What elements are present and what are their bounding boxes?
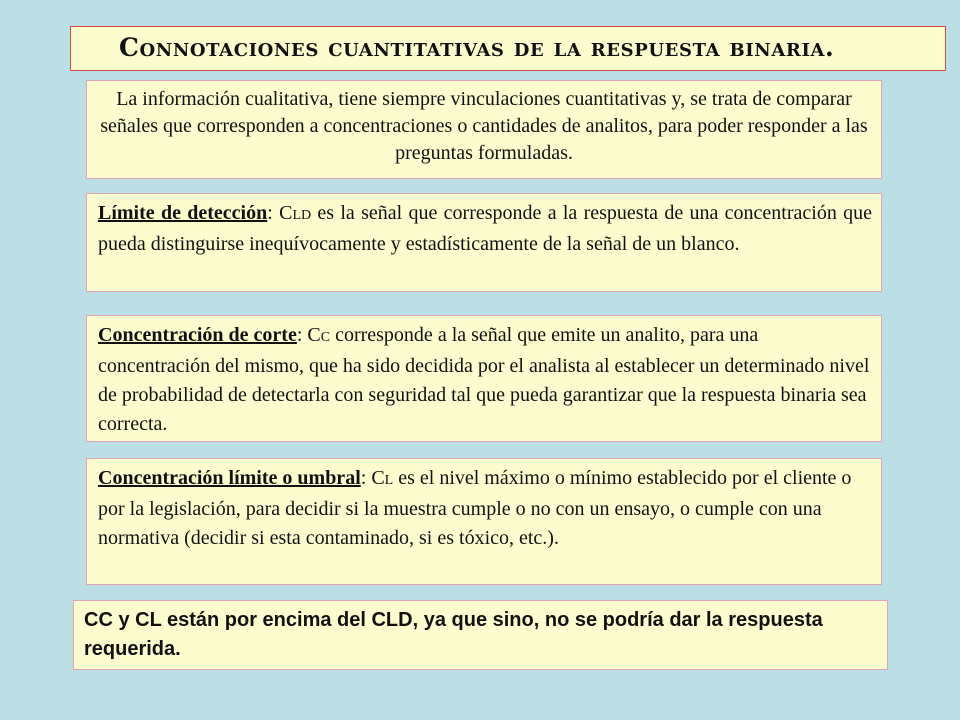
cutoff-concentration-symbol: C (307, 324, 321, 346)
detection-limit-separator: : (267, 202, 280, 224)
threshold-concentration-box (86, 458, 882, 585)
detection-limit-definition: es la señal que corresponde a la respuesta de una concentración que pueda distinguirse inequívocamente y estadísticamente de la señal de un blanco. (98, 202, 873, 255)
conclusion-note: CC y CL están por encima del CLD, ya que sino, no se podría dar la respuesta requerida. (73, 600, 888, 670)
threshold-concentration-symbol-subscript: L (384, 473, 394, 488)
detection-limit-symbol-subscript: LD (292, 208, 312, 223)
title-box (70, 26, 946, 71)
detection-limit-term: Límite de detección (98, 202, 268, 224)
threshold-concentration-term: Concentración límite o umbral (98, 467, 361, 489)
cutoff-concentration-box (86, 315, 882, 442)
detection-limit-box (86, 193, 882, 292)
intro-paragraph: La información cualitativa, tiene siempre vinculaciones cuantitativas y, se trata de comparar señales que corresponden a concentraciones o cantidades de analitos, para poder responder a las preguntas formuladas. (86, 80, 882, 179)
detection-limit-symbol: C (279, 202, 293, 224)
slide-title: Connotaciones cuantitativas de la respuesta binaria. (119, 33, 835, 62)
threshold-concentration-symbol: C (371, 467, 385, 489)
threshold-concentration-definition: es el nivel máximo o mínimo establecido por el cliente o por la legislación, para decidir si la muestra cumple o no con un ensayo, o cumple con una normativa (decidir si esta contaminado, si es tóxico, etc.). (98, 467, 852, 549)
cutoff-concentration-symbol-subscript: C (320, 330, 331, 345)
cutoff-concentration-separator: : (296, 324, 308, 346)
cutoff-concentration-term: Concentración de corte (98, 324, 297, 346)
threshold-concentration-separator: : (360, 467, 372, 489)
cutoff-concentration-definition: corresponde a la señal que emite un analito, para una concentración del mismo, que ha sido decidida por el analista al establecer un determinado nivel de probabilidad de detectarla con seguridad tal que pueda garantizar que la respuesta binaria sea correcta. (98, 324, 870, 435)
